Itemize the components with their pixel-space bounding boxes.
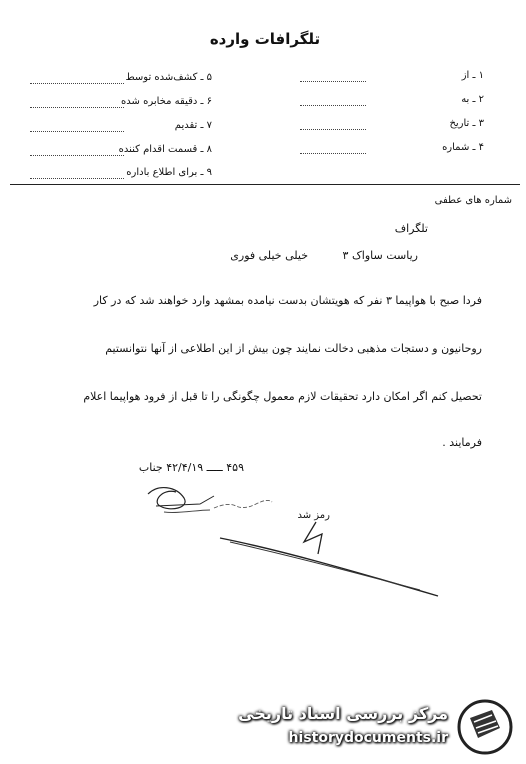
field-minute-sent: ۶ ـ دقیقه مخابره شده [121,96,212,107]
field-action-section: ۸ ـ قسمت اقدام کننده [118,144,212,155]
dotted-line [300,81,366,82]
body-line-2: روحانیون و دستجات مذهبی دخالت نمایند چون بیش از این اطلاعی از آنها نتوانستیم [105,342,482,355]
watermark-url: historydocuments.ir [288,730,448,746]
body-line-1: فردا صبح با هواپیما ۳ نفر که هویتشان بدست نیامده بمشهد وارد خواهند شد که در کار [93,294,482,307]
body-line-3: تحصیل کنم اگر امکان دارد تحقیقات لازم معمول چگونگی را تا قبل از فرود هواپیما اعلام [83,390,482,403]
header-divider [10,184,520,185]
dotted-line [30,131,124,132]
recipient: ریاست ساواک ۳ [342,249,418,262]
urgency: خیلی خیلی فوری [230,249,308,262]
watermark-name: مرکز بررسی اسناد تاریخی [238,704,448,723]
handwriting-marks [0,480,526,610]
field-number: ۴ ـ شماره [442,142,484,153]
archive-logo-icon [456,698,514,756]
field-decoded-by: ۵ ـ کشف‌شده توسط [125,72,212,83]
telegram-label: تلگراف [394,222,428,235]
coded-note: رمز شد [297,510,330,521]
watermark [230,696,520,758]
signature-line: ۴۵۹ ـــــ ۴۲/۴/۱۹ جناب [138,461,244,474]
form-title: تلگرافات وارده [209,30,321,48]
dotted-line [30,83,124,84]
field-submitted: ۷ ـ تقدیم [174,120,212,131]
field-date: ۳ ـ تاریخ [449,118,484,129]
field-to: ۲ ـ به [461,94,484,105]
dotted-line [300,129,366,130]
field-for-info: ۹ ـ برای اطلاع باداره [126,167,212,178]
dotted-line [30,107,124,108]
dotted-line [300,153,366,154]
dotted-line [30,155,124,156]
dotted-line [300,105,366,106]
reference-numbers-label: شماره های عطفی [434,195,512,206]
body-line-4: فرمایند . [442,436,482,449]
field-from: ۱ ـ از [461,70,484,81]
dotted-line [30,178,124,179]
